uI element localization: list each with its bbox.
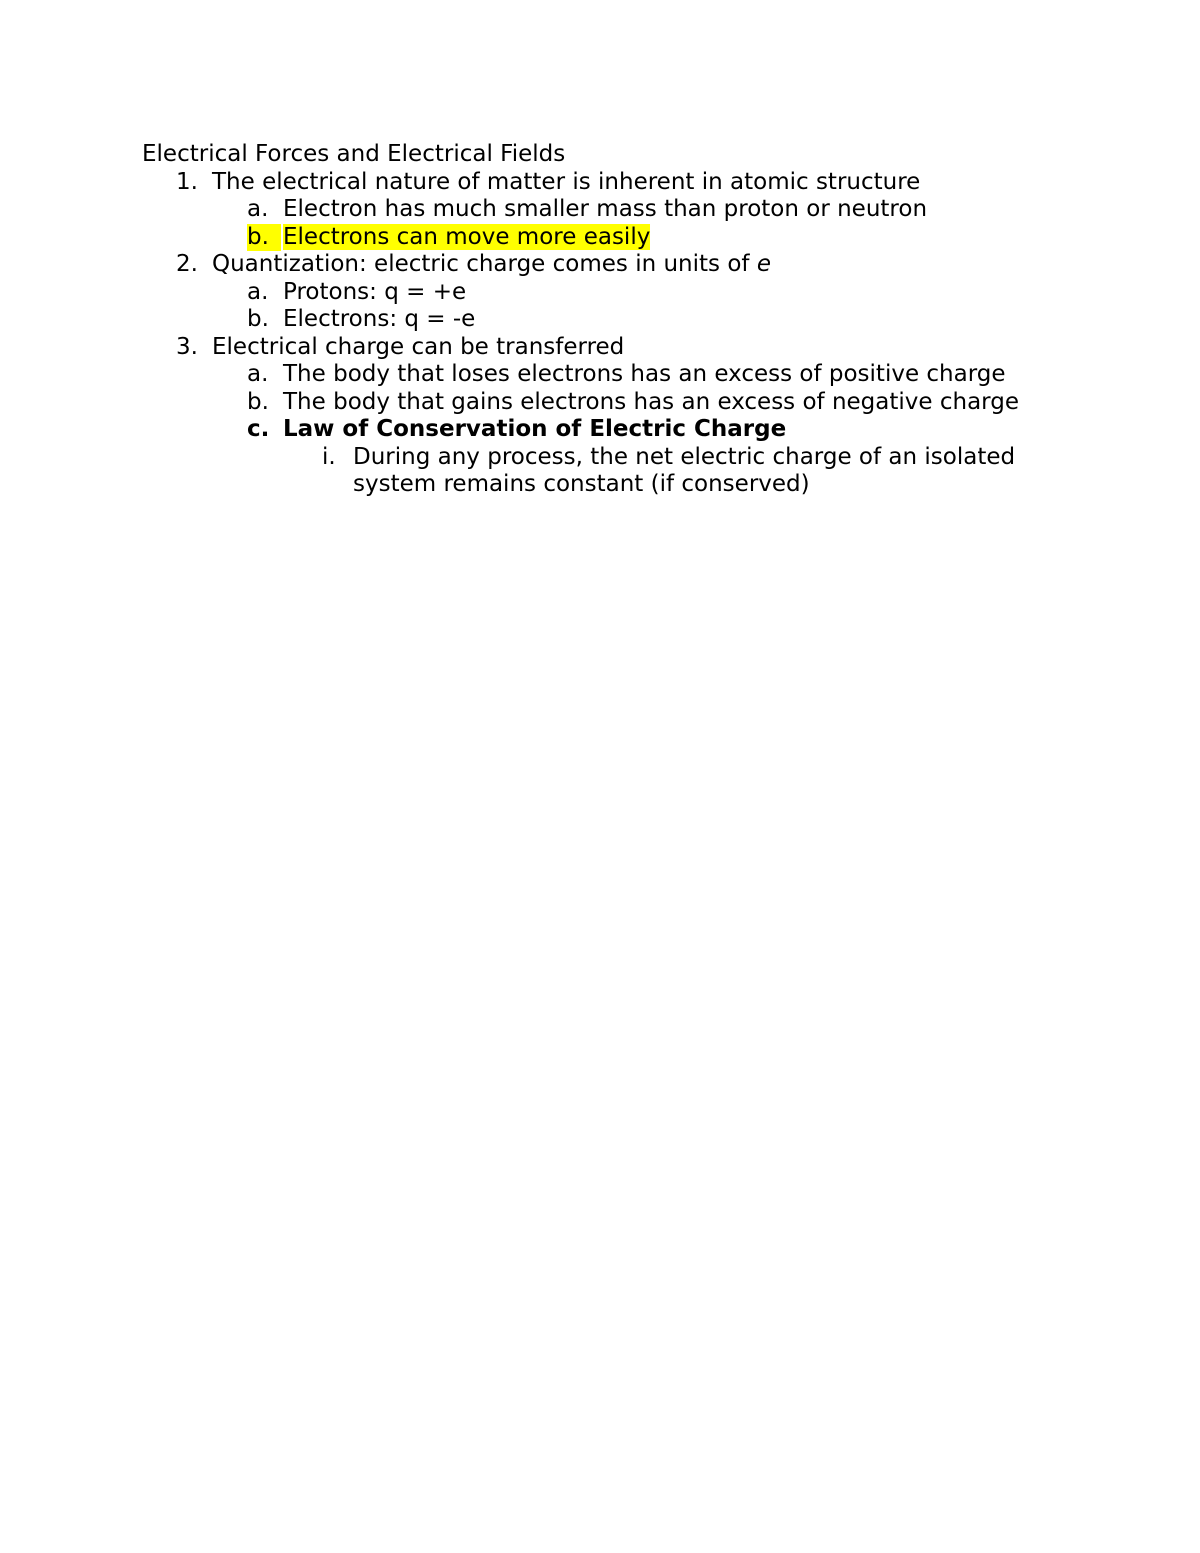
list-item: [142, 334, 1062, 362]
list-marker: i.: [322, 443, 336, 470]
list-subitem: [142, 306, 1062, 334]
bold-list-subitem: [142, 416, 1062, 444]
list-subitem-text: The body that gains electrons has an excess of negative charge: [283, 388, 1019, 415]
highlighted-list-subitem: [142, 224, 1062, 252]
list-subitem-text: Electrons: q = -e: [283, 306, 476, 332]
list-item-text: The electrical nature of matter is inherent in atomic structure: [212, 168, 921, 195]
document-content: [142, 141, 1062, 499]
list-subsubitem: [142, 444, 1062, 499]
list-item-text: Electrical charge can be transferred: [212, 333, 625, 360]
list-item: [142, 251, 1062, 279]
list-subitem-text: The body that loses electrons has an excess of positive charge: [283, 361, 1006, 387]
list-subitem: [142, 361, 1062, 389]
document-title: Electrical Forces and Electrical Fields: [142, 141, 566, 167]
list-subitem-text: Law of Conservation of Electric Charge: [283, 416, 787, 442]
list-item-text: Quantization: electric charge comes in units of: [212, 251, 757, 277]
list-subsubitem-text: During any process, the net electric charge of an isolated system remains constant (if conserved): [353, 443, 1016, 497]
list-subitem: [142, 279, 1062, 307]
list-subitem-text: Electrons can move more easily: [283, 223, 651, 250]
italic-variable: e: [756, 251, 771, 277]
list-marker: 3.: [176, 333, 198, 360]
list-subitem-text: Protons: q = +e: [283, 278, 467, 305]
list-marker: b.: [247, 388, 269, 415]
list-marker: c.: [247, 416, 270, 442]
list-marker: a.: [247, 278, 269, 305]
list-marker: b.: [247, 306, 269, 332]
list-marker: a.: [247, 196, 269, 222]
list-marker: a.: [247, 361, 269, 387]
list-marker: 2.: [176, 251, 198, 277]
list-marker: 1.: [176, 168, 198, 195]
list-marker: b.: [247, 224, 281, 252]
list-subitem: [142, 196, 1062, 224]
list-item: [142, 169, 1062, 197]
list-subitem: [142, 389, 1062, 417]
list-subitem-text: Electron has much smaller mass than proton or neutron: [283, 196, 928, 222]
